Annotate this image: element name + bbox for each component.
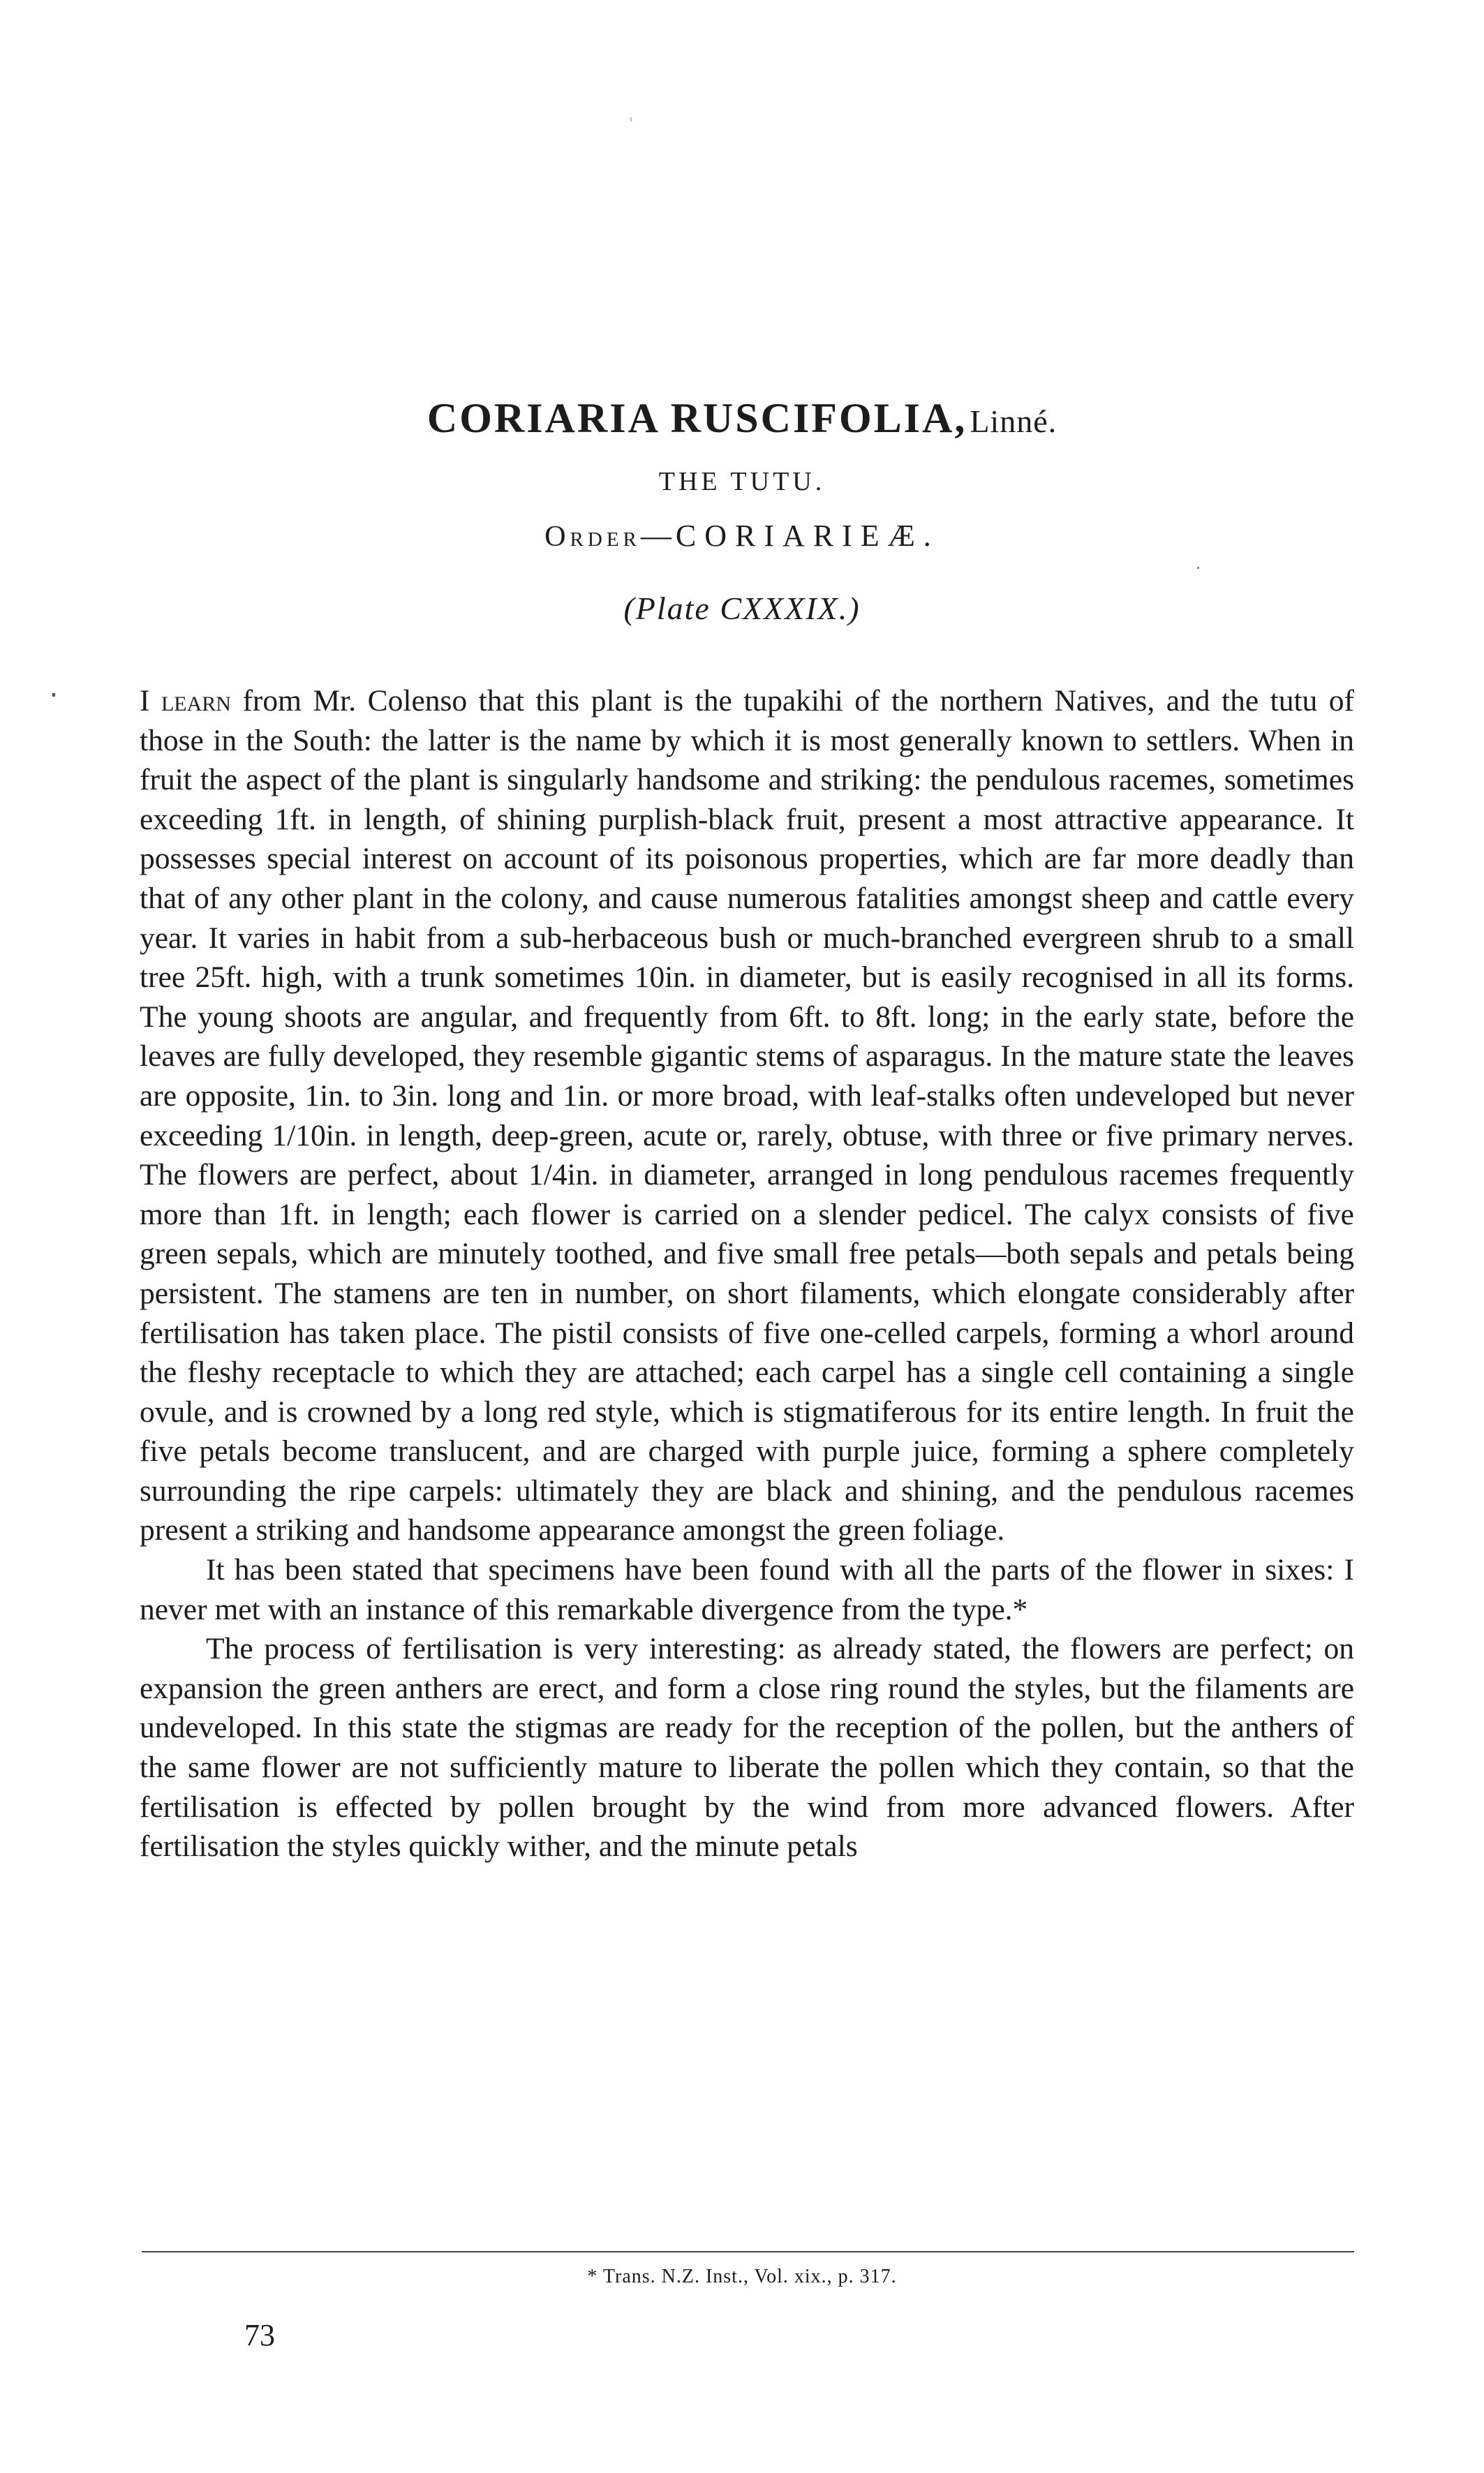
scan-speck-top (630, 117, 632, 121)
species-author: Linné. (970, 403, 1058, 439)
footnote: * Trans. N.Z. Inst., Vol. xix., p. 317. (587, 2266, 897, 2287)
order-name: CORIARIEÆ. (675, 519, 940, 553)
plate-reference: (Plate CXXXIX.) (623, 591, 861, 626)
order-label: Order (544, 521, 641, 553)
paragraph-2: It has been stated that specimens have been found with all the parts of the flower in sixes: I never met with an instance of this remarkable divergence from the type.* (140, 1553, 1354, 1626)
body-text (140, 681, 1354, 1866)
common-name: THE TUTU. (658, 467, 826, 496)
order-dash: — (640, 519, 676, 553)
page-number: 73 (244, 2318, 275, 2352)
paragraph-1 (140, 681, 1354, 1550)
paragraph-1-text: from Mr. Colenso that this plant is the tupakihi of the northern Natives, and the tutu of those in the South: the latter is the name by which it is most generally known to settlers. When in fruit the aspect of the plant is singularly handsome and striking: the pendulous racemes, sometimes exceeding 1ft. in length, of shining purplish-black fruit, present a most attractive appearance. It possesses special interest on account of its poisonous properties, which are far more deadly than that of any other plant in the colony, and cause numerous fatalities amongst sheep and cattle every year. It varies in habit from a sub-herbaceous bush or much-branched evergreen shrub to a small tree 25ft. high, with a trunk sometimes 10in. in diameter, but is easily recognised in all its forms. The young shoots are angular, and frequently from 6ft. to 8ft. long; in the early state, before the leaves are fully developed, they resemble gigantic stems of asparagus. In the mature state the leaves are opposite, 1in. to 3in. long and 1in. or more broad, with leaf-stalks often undeveloped but never exceeding 1/10in. in length, deep-green, acute or, rarely, obtuse, with three or five primary nerves. The flowers are perfect, about 1/4in. in diameter, arranged in long pendulous racemes frequently more than 1ft. in length; each flower is carried on a slender pedicel. The calyx consists of five green sepals, which are minutely toothed, and five small free petals—both sepals and petals being persistent. The stamens are ten in number, on short filaments, which elongate considerably after fertilisation has taken place. The pistil consists of five one-celled carpels, forming a whorl around the fleshy receptacle to which they are attached; each carpel has a single cell containing a single ovule, and is crowned by a long red style, which is stigmatiferous for its entire length. In fruit the five petals become translucent, and are charged with purple juice, forming a sphere completely surrounding the ripe carpels: ultimately they are black and shining, and the pendulous racemes present a striking and handsome appearance amongst the green foliage. (140, 684, 1355, 1547)
page-title (0, 394, 1484, 443)
order-heading (0, 518, 1484, 554)
paragraph-3: The process of fertilisation is very interesting: as already stated, the flowers are perfect; on expansion the green anthers are erect, and form a close ring round the styles, but the filaments are undeveloped. In this state the stigmas are ready for the reception of the pollen, but the anthers of the same flower are not sufficiently mature to liberate the pollen which they contain, so that the fertilisation is effected by pollen brought by the wind from more advanced flowers. After fertilisation the styles quickly wither, and the minute petals (140, 1632, 1354, 1864)
footnote-rule (142, 2251, 1354, 2252)
paragraph-lead: I learn (140, 684, 231, 718)
species-name: CORIARIA RUSCIFOLIA, (426, 395, 967, 441)
scan-speck-right (1197, 567, 1199, 569)
scan-speck (52, 693, 55, 697)
